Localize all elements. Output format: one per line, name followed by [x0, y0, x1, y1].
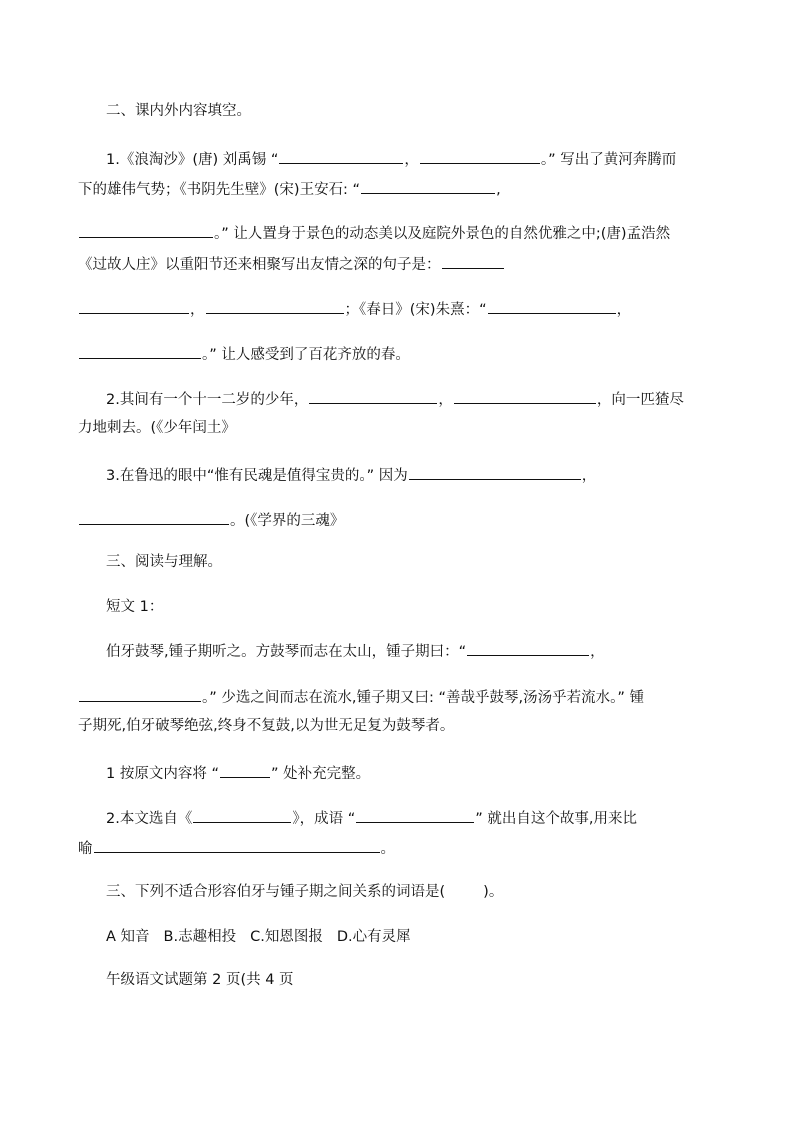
section-heading-text: 二、课内外内容填空。	[106, 103, 251, 119]
page-footer	[106, 970, 716, 990]
answer-blank[interactable]	[206, 298, 344, 314]
question-text: 三、下列不适合形容伯牙与锺子期之间关系的词语是(	[106, 884, 446, 900]
answer-blank[interactable]	[420, 148, 540, 164]
question-text: 1.《浪淘沙》(唐) 刘禹锡 “	[106, 152, 279, 168]
answer-blank[interactable]	[488, 298, 616, 314]
question-text: ，	[190, 302, 205, 318]
section-heading	[106, 552, 716, 572]
passage-title	[106, 597, 716, 617]
question-line	[106, 762, 716, 784]
question-text: ” 就出自这个故事,用来比	[475, 811, 637, 827]
answer-blank[interactable]	[79, 509, 229, 525]
question-text: ,	[496, 182, 501, 198]
question-text: ，	[581, 468, 597, 484]
passage-text: 。” 少选之间而志在流水,锺子期又曰: “善哉乎鼓琴,汤汤乎若流水。” 锺	[202, 690, 644, 706]
passage-line	[78, 716, 716, 736]
answer-blank[interactable]	[442, 253, 504, 269]
answer-blank[interactable]	[193, 807, 291, 823]
question-line	[106, 388, 716, 410]
answer-blank[interactable]	[220, 762, 270, 778]
question-text: ，	[404, 152, 419, 168]
question-text: ；《春日》(宋)朱熹：“	[344, 302, 487, 318]
question-text: 3.在鲁迅的眼中“惟有民魂是值得宝贵的。” 因为	[106, 468, 408, 484]
question-text: 力地刺去。(《少年闰土》	[78, 420, 236, 436]
question-text: 。(《学界的三魂》	[230, 513, 345, 529]
question-line	[78, 253, 716, 275]
question-text: ，	[438, 392, 453, 408]
question-line	[78, 509, 716, 531]
question-line	[78, 418, 716, 438]
options-row	[106, 927, 716, 947]
passage-text: 子期死,伯牙破琴绝弦,终身不复鼓,以为世无足复为鼓琴者。	[78, 718, 455, 734]
page-footer-text: 午级语文试题第 2 页(共 4 页	[106, 972, 294, 988]
question-text: )。	[483, 884, 504, 900]
question-text: ，向一匹猹尽	[596, 392, 684, 408]
section-heading	[106, 101, 716, 121]
question-text: 1 按原文内容将 “	[106, 766, 219, 782]
answer-blank[interactable]	[361, 178, 495, 194]
question-line	[106, 148, 716, 170]
passage-line	[106, 640, 716, 662]
question-line	[106, 464, 716, 486]
answer-blank[interactable]	[279, 148, 403, 164]
option-b[interactable]: B.志趣相投	[163, 929, 237, 945]
answer-blank[interactable]	[79, 343, 201, 359]
option-d[interactable]: D.心有灵犀	[336, 929, 411, 945]
passage-title-text: 短文 1：	[106, 599, 164, 615]
section-heading-text: 三、阅读与理解。	[106, 554, 222, 570]
question-text: ” 处补充完整。	[270, 766, 371, 782]
question-line	[78, 222, 716, 244]
question-line	[78, 837, 716, 859]
answer-blank[interactable]	[94, 837, 380, 853]
passage-text: ，	[590, 644, 605, 660]
answer-blank[interactable]	[454, 388, 596, 404]
passage-text: 伯牙鼓琴,锺子期听之。方鼓琴而志在太山，锺子期曰：“	[106, 644, 467, 660]
answer-blank[interactable]	[309, 388, 437, 404]
question-text: 。” 让人感受到了百花齐放的春。	[202, 347, 410, 363]
question-line	[78, 298, 716, 320]
question-line	[106, 882, 716, 902]
answer-blank[interactable]	[79, 222, 213, 238]
question-line	[106, 807, 716, 829]
answer-blank[interactable]	[409, 464, 581, 480]
answer-blank[interactable]	[467, 640, 589, 656]
question-line	[78, 178, 716, 200]
question-text: 。” 让人置身于景色的动态美以及庭院外景色的自然优雅之中;(唐)孟浩然	[214, 226, 671, 242]
question-text: 。	[380, 841, 395, 857]
answer-blank[interactable]	[79, 686, 201, 702]
passage-line	[78, 686, 716, 708]
option-a[interactable]: A 知音	[106, 929, 150, 945]
answer-blank[interactable]	[79, 298, 189, 314]
question-text: ，	[616, 302, 632, 318]
question-text: 《过故人庄》以重阳节还来相聚写出友情之深的句子是：	[78, 257, 441, 273]
question-text: 。” 写出了黄河奔腾而	[540, 152, 677, 168]
answer-blank[interactable]	[356, 807, 474, 823]
option-c[interactable]: C.知恩图报	[250, 929, 323, 945]
question-text: 2.其间有一个十一二岁的少年，	[106, 392, 309, 408]
question-text: 喻	[78, 841, 93, 857]
question-line	[78, 343, 716, 365]
question-text: 》，成语 “	[292, 811, 356, 827]
question-text: 下的雄伟气势；《书阴先生壁》(宋)王安石: “	[78, 182, 361, 198]
question-text: 2.本文选自《	[106, 811, 193, 827]
